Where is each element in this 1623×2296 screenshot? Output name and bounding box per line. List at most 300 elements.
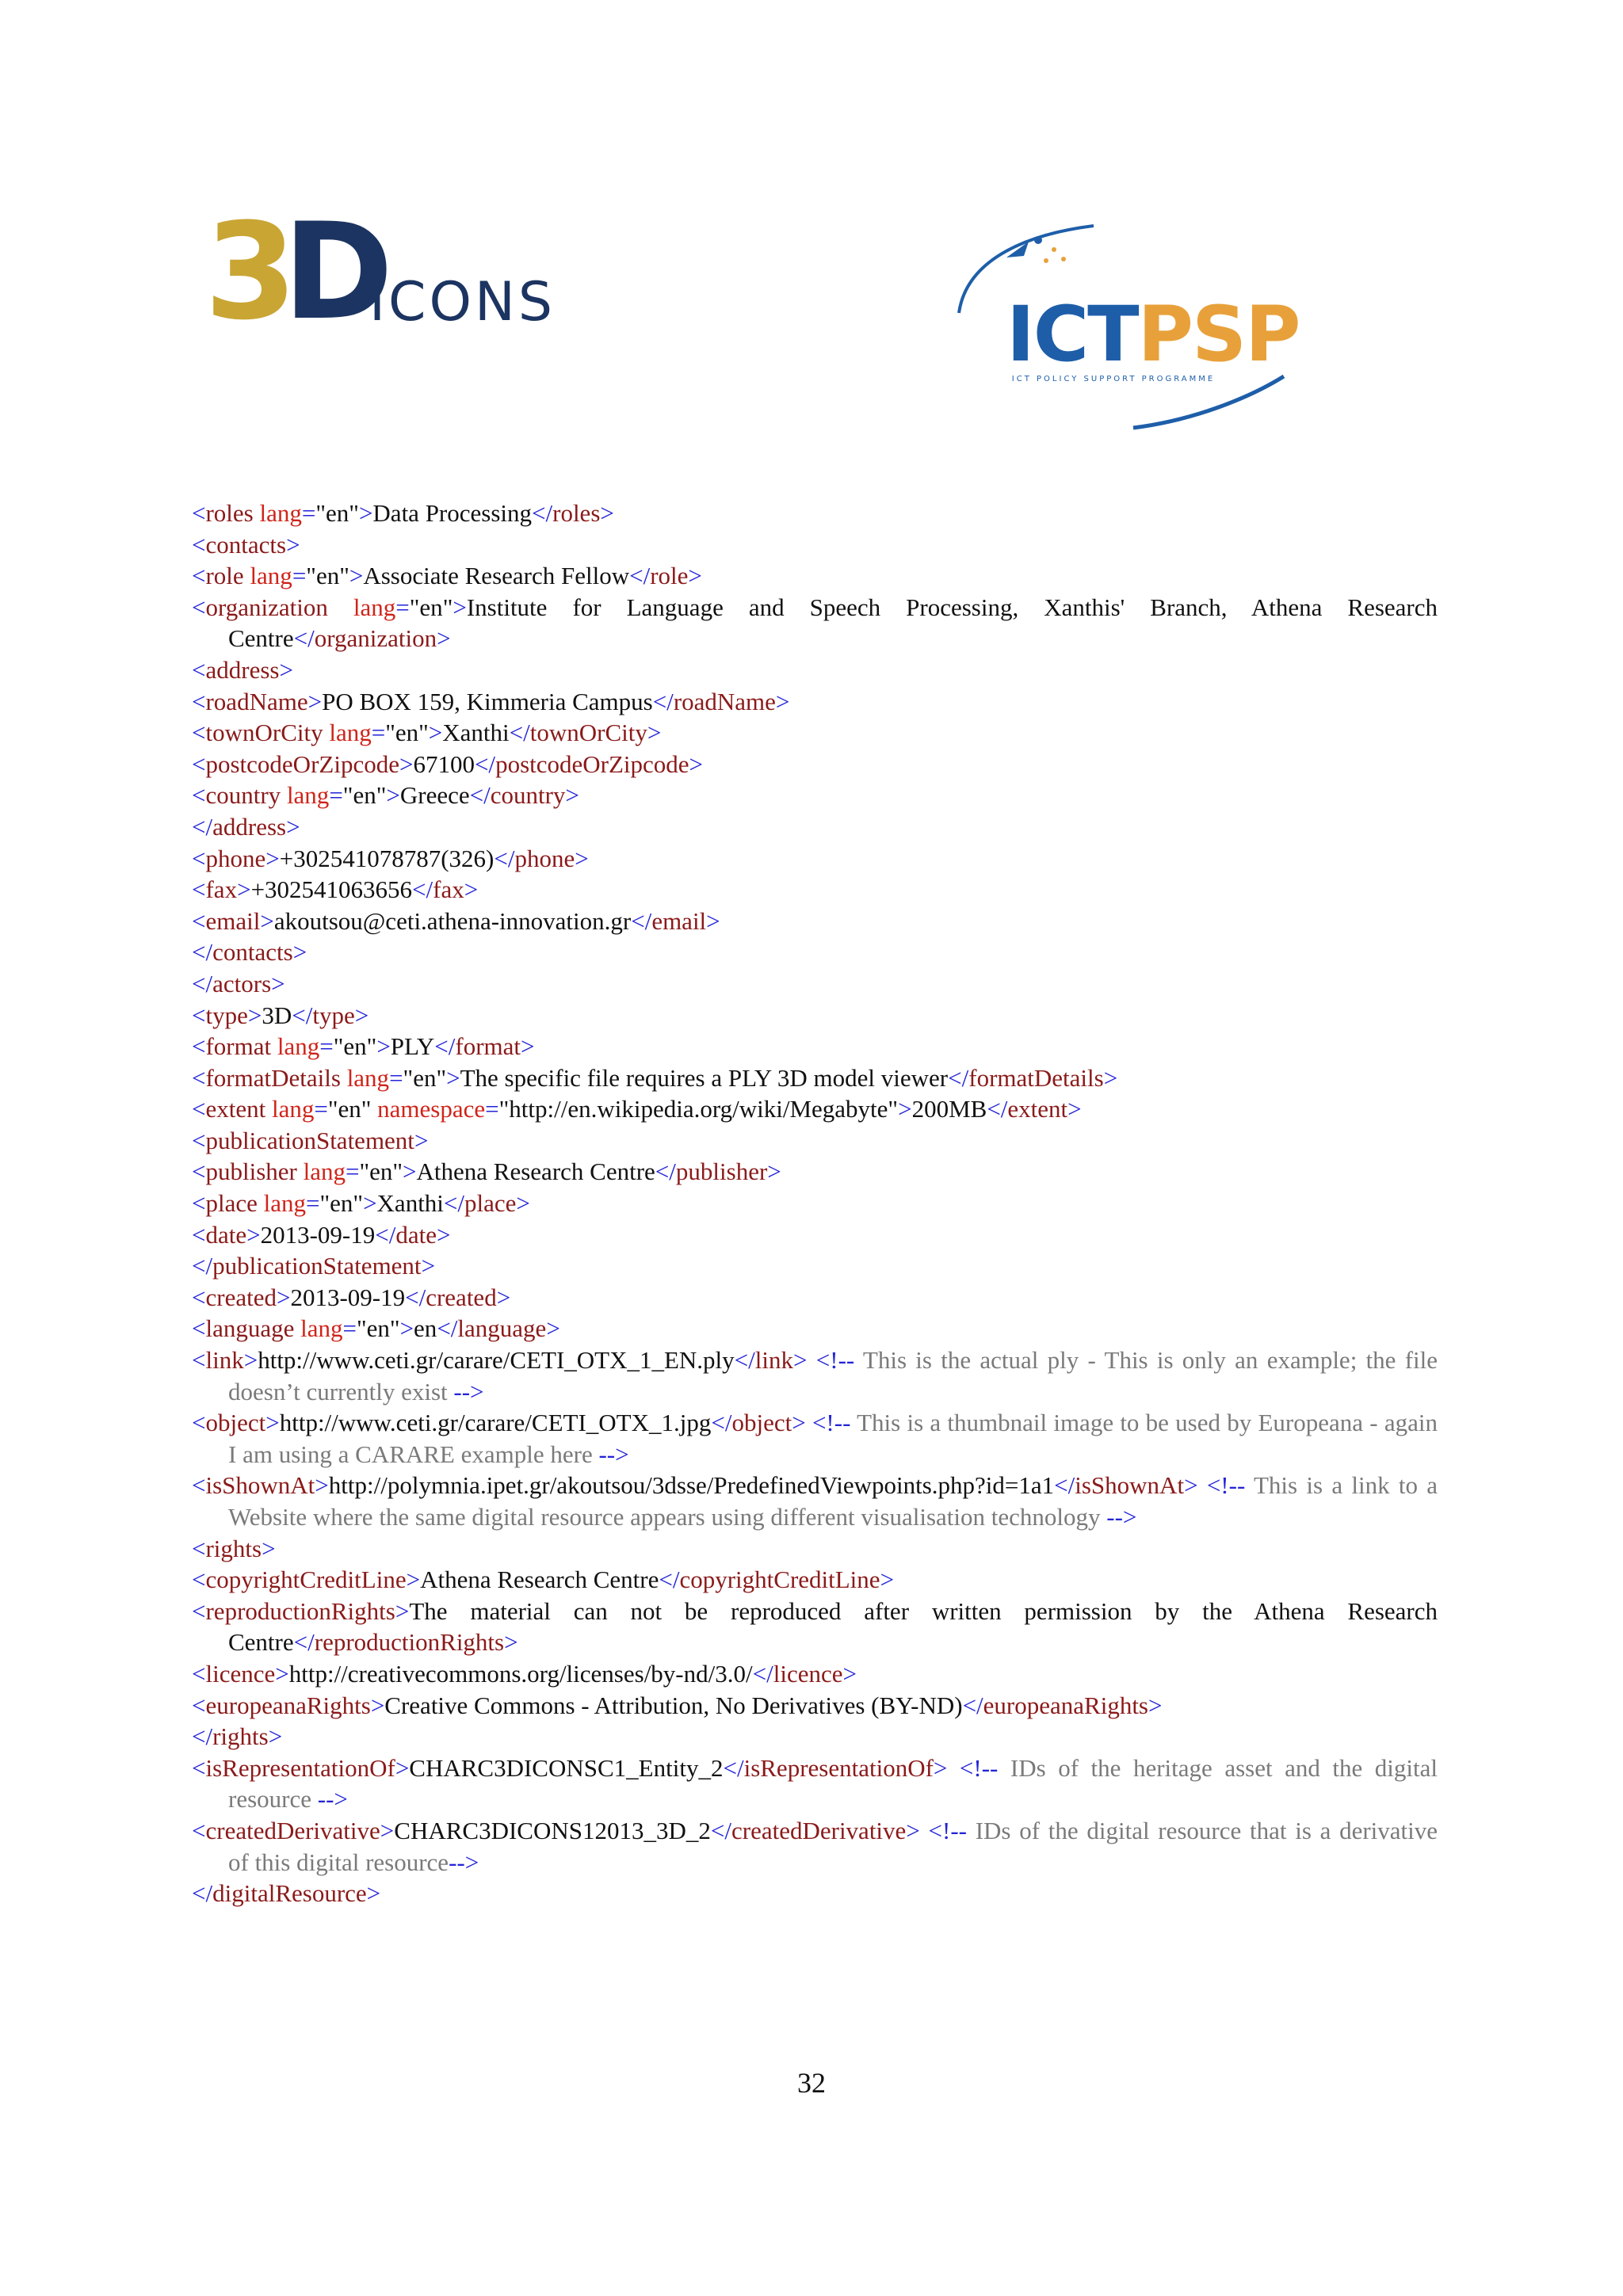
xml-comment-open: <!-- bbox=[928, 1816, 967, 1844]
xml-bracket: > bbox=[906, 1816, 920, 1844]
xml-bracket: > bbox=[453, 593, 467, 621]
xml-tag-name: contacts bbox=[205, 530, 287, 559]
xml-attr-value: en bbox=[326, 499, 349, 527]
xml-quote: " bbox=[353, 1189, 364, 1218]
xml-quote: " bbox=[418, 719, 429, 747]
xml-attr-name: lang bbox=[329, 719, 372, 747]
xml-bracket: > bbox=[243, 1346, 258, 1375]
xml-quote: " bbox=[333, 1032, 344, 1061]
xml-attr-value: en bbox=[330, 1189, 353, 1218]
xml-bracket: </ bbox=[437, 1314, 458, 1343]
xml-attr-name: lang bbox=[353, 593, 396, 621]
xml-tag-name: postcodeOrZipcode bbox=[205, 749, 399, 778]
xml-quote: " bbox=[498, 1095, 510, 1123]
xml-bracket: </ bbox=[723, 1753, 744, 1782]
xml-tag-name: townOrCity bbox=[529, 719, 647, 747]
xml-tag-name: role bbox=[205, 562, 244, 590]
xml-bracket: > bbox=[292, 938, 307, 967]
xml-bracket: < bbox=[192, 1816, 206, 1844]
xml-tag-name: extent bbox=[1007, 1095, 1068, 1123]
xml-equals: = bbox=[342, 1314, 357, 1343]
xml-line bbox=[192, 1878, 1438, 1909]
xml-bracket: </ bbox=[948, 1063, 969, 1092]
xml-line bbox=[192, 1690, 1438, 1722]
3d-mark bbox=[204, 194, 380, 349]
xml-line bbox=[192, 1219, 1438, 1251]
xml-tag-name: country bbox=[205, 781, 281, 810]
xml-bracket: < bbox=[192, 1126, 206, 1154]
xml-bracket: > bbox=[414, 1126, 429, 1154]
xml-bracket: > bbox=[767, 1158, 781, 1186]
xml-quote: " bbox=[356, 1314, 367, 1343]
xml-text: 200MB bbox=[911, 1095, 987, 1123]
xml-tag-name: copyrightCreditLine bbox=[679, 1566, 880, 1594]
xml-quote: " bbox=[349, 499, 359, 527]
xml-attr-value: en bbox=[353, 781, 376, 810]
xml-line bbox=[192, 811, 1438, 843]
xml-bracket: </ bbox=[532, 499, 553, 527]
xml-line bbox=[192, 936, 1438, 968]
xml-text: CHARC3DICONS12013_3D_2 bbox=[394, 1816, 711, 1844]
xml-bracket: > bbox=[358, 499, 373, 527]
xml-bracket: < bbox=[192, 1691, 206, 1719]
xml-line bbox=[192, 843, 1438, 875]
xml-bracket: < bbox=[192, 1471, 206, 1500]
xml-line bbox=[192, 1188, 1438, 1219]
xml-comment: IDs of the digital resource that is a derivative of this digital resource bbox=[228, 1816, 1438, 1876]
xml-bracket: </ bbox=[412, 875, 433, 904]
xml-tag-name: formatDetails bbox=[968, 1063, 1104, 1092]
xml-bracket: > bbox=[366, 1879, 381, 1908]
xml-line bbox=[192, 1658, 1438, 1690]
xml-bracket: < bbox=[192, 1753, 206, 1782]
xml-tag-name: organization bbox=[314, 624, 437, 653]
xml-tag-name: date bbox=[395, 1220, 437, 1249]
xml-bracket: > bbox=[276, 1283, 291, 1311]
xml-bracket: </ bbox=[443, 1189, 465, 1218]
xml-text: The material can not be reproduced after written permission by the Athena Research Centre bbox=[228, 1596, 1438, 1657]
xml-bracket: < bbox=[192, 1659, 206, 1688]
3dicons-logo bbox=[204, 194, 569, 349]
xml-text: PLY bbox=[390, 1032, 435, 1061]
xml-tag-name: publisher bbox=[205, 1158, 297, 1186]
xml-bracket: < bbox=[192, 1409, 206, 1437]
xml-attr-name: lang bbox=[286, 781, 330, 810]
xml-attr-value: en bbox=[366, 1314, 390, 1343]
xml-bracket: > bbox=[446, 1063, 460, 1092]
xml-bracket: </ bbox=[434, 1032, 456, 1061]
xml-attr-name: namespace bbox=[377, 1095, 486, 1123]
xml-bracket: > bbox=[363, 1189, 377, 1218]
xml-text: http://creativecommons.org/licenses/by-nd/3.0/ bbox=[288, 1659, 753, 1688]
xml-tag-name: type bbox=[312, 1001, 355, 1029]
xml-quote: " bbox=[436, 1063, 447, 1092]
xml-tag-name: phone bbox=[205, 844, 266, 872]
xml-tag-name: licence bbox=[205, 1659, 276, 1688]
xml-comment: This is a link to a Website where the same digital resource appears using different visualisation technology bbox=[228, 1471, 1438, 1531]
xml-text: The specific file requires a PLY 3D model viewer bbox=[460, 1063, 949, 1092]
xml-line bbox=[192, 1031, 1438, 1062]
xml-bracket: </ bbox=[734, 1346, 755, 1375]
xml-attr-name: lang bbox=[346, 1063, 390, 1092]
xml-tag-name: object bbox=[205, 1409, 266, 1437]
xml-bracket: </ bbox=[987, 1095, 1008, 1123]
xml-bracket: </ bbox=[192, 1722, 213, 1751]
xml-bracket: < bbox=[192, 1534, 206, 1562]
xml-equals: = bbox=[329, 781, 343, 810]
xml-bracket: < bbox=[192, 781, 206, 810]
xml-tag-name: europeanaRights bbox=[205, 1691, 371, 1719]
xml-bracket: < bbox=[192, 1095, 206, 1123]
xml-line bbox=[192, 654, 1438, 686]
xml-text: Xanthi bbox=[376, 1189, 444, 1218]
xml-line bbox=[192, 1533, 1438, 1565]
xml-text: Athena Research Centre bbox=[416, 1158, 655, 1186]
xml-bracket: </ bbox=[629, 562, 651, 590]
xml-attr-name: lang bbox=[300, 1314, 343, 1343]
xml-equals: = bbox=[345, 1158, 360, 1186]
xml-text: +302541078787(326) bbox=[279, 844, 495, 872]
xml-bracket: </ bbox=[752, 1659, 773, 1688]
xml-bracket: > bbox=[464, 875, 479, 904]
xml-quote: " bbox=[888, 1095, 899, 1123]
xml-bracket: < bbox=[192, 687, 206, 715]
xml-tag-name: role bbox=[650, 562, 689, 590]
xml-bracket: > bbox=[1103, 1063, 1118, 1092]
xml-text: Creative Commons - Attribution, No Derivatives (BY-ND) bbox=[384, 1691, 963, 1719]
xml-quote: " bbox=[409, 593, 420, 621]
xml-tag-name: formatDetails bbox=[205, 1063, 341, 1092]
xml-bracket: > bbox=[504, 1628, 518, 1657]
xml-bracket: > bbox=[428, 719, 443, 747]
xml-text: Institute for Language and Speech Processing, Xanthis' Branch, Athena Research Centre bbox=[228, 593, 1438, 653]
xml-line bbox=[192, 717, 1438, 749]
xml-tag-name: isShownAt bbox=[205, 1471, 315, 1500]
xml-attr-value: en bbox=[413, 1063, 437, 1092]
xml-bracket: < bbox=[192, 530, 206, 559]
xml-tag-name: copyrightCreditLine bbox=[205, 1566, 407, 1594]
xml-bracket: </ bbox=[293, 1628, 315, 1657]
xml-bracket: < bbox=[192, 1001, 206, 1029]
xml-bracket: > bbox=[706, 906, 720, 935]
xml-bracket: </ bbox=[469, 781, 491, 810]
xml-tag-name: rights bbox=[212, 1722, 269, 1751]
xml-line bbox=[192, 1313, 1438, 1344]
xml-line bbox=[192, 1596, 1438, 1658]
xml-tag-name: createdDerivative bbox=[205, 1816, 380, 1844]
xml-tag-name: townOrCity bbox=[205, 719, 323, 747]
xml-comment-open: <!-- bbox=[815, 1346, 855, 1375]
xml-bracket: > bbox=[575, 844, 589, 872]
xml-comment-open: <!-- bbox=[812, 1409, 851, 1437]
xml-line bbox=[192, 749, 1438, 780]
xml-bracket: > bbox=[565, 781, 579, 810]
xml-bracket: > bbox=[370, 1691, 385, 1719]
xml-tag-name: date bbox=[205, 1220, 247, 1249]
xml-equals: = bbox=[389, 1063, 403, 1092]
xml-line bbox=[192, 1062, 1438, 1094]
xml-bracket: > bbox=[399, 749, 414, 778]
xml-bracket: > bbox=[265, 1409, 280, 1437]
xml-comment: This is a thumbnail image to be used by Europeana - again I am using a CARARE example here bbox=[228, 1409, 1438, 1468]
xml-bracket: > bbox=[376, 1032, 391, 1061]
xml-tag-name: type bbox=[205, 1001, 248, 1029]
xml-bracket: </ bbox=[192, 1252, 213, 1280]
xml-bracket: > bbox=[842, 1659, 857, 1688]
xml-bracket: > bbox=[354, 1001, 369, 1029]
xml-quote: " bbox=[342, 781, 353, 810]
xml-text: akoutsou@ceti.athena-innovation.gr bbox=[273, 906, 632, 935]
xml-line bbox=[192, 560, 1438, 592]
xml-text: http://www.ceti.gr/carare/CETI_OTX_1.jpg bbox=[279, 1409, 712, 1437]
xml-bracket: > bbox=[279, 655, 293, 684]
xml-bracket: </ bbox=[631, 906, 652, 935]
xml-equals: = bbox=[319, 1032, 334, 1061]
xml-tag-name: contacts bbox=[212, 938, 293, 967]
xml-bracket: < bbox=[192, 749, 206, 778]
xml-equals: = bbox=[292, 562, 307, 590]
xml-bracket: > bbox=[688, 562, 702, 590]
ictpsp-subtitle: ICT POLICY SUPPORT PROGRAMME bbox=[1011, 375, 1216, 383]
xml-quote: " bbox=[389, 1314, 400, 1343]
xml-tag-name: roadName bbox=[673, 687, 776, 715]
xml-equals: = bbox=[485, 1095, 499, 1123]
xml-text: 3D bbox=[262, 1001, 292, 1029]
xml-line bbox=[192, 1282, 1438, 1314]
xml-bracket: > bbox=[265, 844, 280, 872]
xml-bracket: > bbox=[275, 1659, 289, 1688]
xml-tag-name: isRepresentationOf bbox=[743, 1753, 934, 1782]
xml-bracket: < bbox=[192, 1283, 206, 1311]
xml-tag-name: link bbox=[754, 1346, 794, 1375]
xml-quote: " bbox=[403, 1063, 414, 1092]
xml-tag-name: fax bbox=[433, 875, 464, 904]
xml-text: http://www.ceti.gr/carare/CETI_OTX_1_EN.ply bbox=[258, 1346, 735, 1375]
xml-bracket: < bbox=[192, 1032, 206, 1061]
xml-quote: " bbox=[315, 499, 327, 527]
xml-tag-name: country bbox=[490, 781, 566, 810]
xml-bracket: > bbox=[496, 1283, 511, 1311]
xml-line bbox=[192, 874, 1438, 906]
xml-bracket: > bbox=[271, 969, 285, 997]
xml-bracket: < bbox=[192, 1346, 206, 1375]
xml-attr-name: lang bbox=[263, 1189, 306, 1218]
xml-bracket: > bbox=[437, 1220, 451, 1249]
ictpsp-logo bbox=[935, 210, 1300, 456]
xml-attr-value: en bbox=[369, 1158, 393, 1186]
xml-comment-open: <!-- bbox=[959, 1753, 999, 1782]
xml-bracket: > bbox=[546, 1314, 560, 1343]
xml-equals: = bbox=[301, 499, 316, 527]
xml-bracket: </ bbox=[474, 749, 496, 778]
xml-bracket: > bbox=[395, 1596, 410, 1625]
xml-bracket: > bbox=[516, 1189, 530, 1218]
xml-bracket: > bbox=[775, 687, 790, 715]
page-number: 32 bbox=[797, 2067, 826, 2099]
xml-tag-name: fax bbox=[205, 875, 238, 904]
xml-bracket: </ bbox=[292, 1001, 313, 1029]
xml-comment-close: --> bbox=[453, 1377, 484, 1405]
xml-equals: = bbox=[371, 719, 386, 747]
xml-bracket: > bbox=[386, 781, 400, 810]
xml-tag-name: organization bbox=[205, 593, 328, 621]
xml-tag-name: extent bbox=[205, 1095, 266, 1123]
xml-line bbox=[192, 1156, 1438, 1188]
xml-attr-name: lang bbox=[303, 1158, 346, 1186]
xml-bracket: < bbox=[192, 655, 206, 684]
xml-bracket: > bbox=[1148, 1691, 1163, 1719]
xml-bracket: > bbox=[395, 1753, 410, 1782]
icons-wordmark: ICONS bbox=[369, 271, 556, 334]
xml-attr-value: en bbox=[419, 593, 443, 621]
xml-equals: = bbox=[314, 1095, 328, 1123]
xml-line bbox=[192, 780, 1438, 811]
xml-tag-name: place bbox=[464, 1189, 517, 1218]
xml-bracket: > bbox=[399, 1314, 414, 1343]
xml-tag-name: createdDerivative bbox=[731, 1816, 907, 1844]
xml-quote: " bbox=[442, 593, 453, 621]
xml-bracket: </ bbox=[710, 1816, 731, 1844]
xml-bracket: </ bbox=[509, 719, 530, 747]
xml-comment: This is the actual ply - This is only an example; the file doesn’t currently exist bbox=[228, 1346, 1438, 1405]
xml-tag-name: rights bbox=[205, 1534, 262, 1562]
xml-attr-value: http://en.wikipedia.org/wiki/Megabyte bbox=[509, 1095, 888, 1123]
xml-line bbox=[192, 1407, 1438, 1470]
xml-text: en bbox=[414, 1314, 437, 1343]
xml-quote: " bbox=[376, 781, 387, 810]
xml-tag-name: reproductionRights bbox=[205, 1596, 395, 1625]
xml-bracket: > bbox=[421, 1252, 436, 1280]
xml-line bbox=[192, 1815, 1438, 1878]
xml-text: Athena Research Centre bbox=[420, 1566, 659, 1594]
xml-line bbox=[192, 1125, 1438, 1157]
xml-tag-name: language bbox=[457, 1314, 547, 1343]
xml-tag-name: format bbox=[205, 1032, 272, 1061]
xml-text: Data Processing bbox=[372, 499, 533, 527]
xml-text: 2013-09-19 bbox=[260, 1220, 376, 1249]
xml-text: +302541063656 bbox=[250, 875, 413, 904]
xml-bracket: > bbox=[246, 1220, 261, 1249]
xml-bracket: < bbox=[192, 844, 206, 872]
xml-bracket: > bbox=[1067, 1095, 1082, 1123]
xml-comment: IDs of the heritage asset and the digital resource bbox=[228, 1753, 1438, 1814]
xml-bracket: </ bbox=[1054, 1471, 1075, 1500]
xml-equals: = bbox=[395, 593, 410, 621]
xml-tag-name: roles bbox=[552, 499, 601, 527]
xml-bracket: </ bbox=[962, 1691, 983, 1719]
xml-bracket: </ bbox=[375, 1220, 396, 1249]
xml-tag-name: reproductionRights bbox=[314, 1628, 505, 1657]
xml-line bbox=[192, 1000, 1438, 1032]
xml-quote: " bbox=[366, 1032, 377, 1061]
xml-bracket: </ bbox=[405, 1283, 426, 1311]
xml-quote: " bbox=[306, 562, 316, 590]
xml-bracket: < bbox=[192, 1596, 206, 1625]
xml-quote: " bbox=[392, 1158, 403, 1186]
xml-attr-value: en bbox=[338, 1095, 361, 1123]
xml-bracket: < bbox=[192, 562, 206, 590]
xml-bracket: </ bbox=[655, 1158, 676, 1186]
xml-bracket: > bbox=[262, 1534, 276, 1562]
xml-tag-name: place bbox=[205, 1189, 258, 1218]
xml-line bbox=[192, 1753, 1438, 1815]
xml-bracket: > bbox=[247, 1001, 262, 1029]
xml-bracket: > bbox=[380, 1816, 395, 1844]
xml-bracket: </ bbox=[192, 812, 213, 841]
xml-bracket: > bbox=[600, 499, 614, 527]
xml-line bbox=[192, 529, 1438, 561]
xml-bracket: < bbox=[192, 593, 206, 621]
xml-tag-name: actors bbox=[212, 969, 272, 997]
xml-quote: " bbox=[319, 1189, 330, 1218]
xml-bracket: > bbox=[349, 562, 364, 590]
xml-tag-name: publicationStatement bbox=[212, 1252, 422, 1280]
xml-bracket: < bbox=[192, 1314, 206, 1343]
xml-line bbox=[192, 1721, 1438, 1753]
xml-text: Associate Research Fellow bbox=[363, 562, 630, 590]
xml-tag-name: created bbox=[205, 1283, 277, 1311]
xml-bracket: > bbox=[521, 1032, 535, 1061]
xml-equals: = bbox=[306, 1189, 320, 1218]
xml-line bbox=[192, 906, 1438, 937]
xml-quote: " bbox=[339, 562, 349, 590]
xml-bracket: > bbox=[647, 719, 662, 747]
xml-line bbox=[192, 1250, 1438, 1282]
xml-bracket: > bbox=[315, 1471, 329, 1500]
xml-bracket: </ bbox=[192, 1879, 213, 1908]
xml-bracket: > bbox=[898, 1095, 912, 1123]
xml-bracket: > bbox=[260, 906, 274, 935]
xml-tag-name: licence bbox=[773, 1659, 843, 1688]
xml-text: CHARC3DICONSC1_Entity_2 bbox=[409, 1753, 724, 1782]
xml-tag-name: address bbox=[212, 812, 287, 841]
xml-text: http://polymnia.ipet.gr/akoutsou/3dsse/PredefinedViewpoints.php?id=1a1 bbox=[328, 1471, 1055, 1500]
xml-bracket: > bbox=[307, 687, 323, 715]
xml-comment-open: <!-- bbox=[1206, 1471, 1246, 1500]
xml-tag-name: europeanaRights bbox=[983, 1691, 1148, 1719]
xml-quote: " bbox=[359, 1158, 370, 1186]
xml-attr-value: en bbox=[343, 1032, 367, 1061]
xml-attr-value: en bbox=[395, 719, 419, 747]
xml-attr-name: lang bbox=[271, 1095, 315, 1123]
xml-line bbox=[192, 1093, 1438, 1125]
xml-tag-name: email bbox=[651, 906, 707, 935]
xml-tag-name: isRepresentationOf bbox=[205, 1753, 395, 1782]
3d-mark-digit: 3 bbox=[204, 194, 283, 349]
xml-bracket: > bbox=[237, 875, 251, 904]
xml-tag-name: postcodeOrZipcode bbox=[495, 749, 689, 778]
xml-tag-name: language bbox=[205, 1314, 295, 1343]
xml-quote: " bbox=[327, 1095, 338, 1123]
xml-quote: " bbox=[385, 719, 395, 747]
xml-tag-name: address bbox=[205, 655, 280, 684]
xml-bracket: > bbox=[689, 749, 704, 778]
xml-bracket: > bbox=[933, 1753, 948, 1782]
xml-text: PO BOX 159, Kimmeria Campus bbox=[322, 687, 653, 715]
xml-tag-name: publisher bbox=[675, 1158, 768, 1186]
xml-bracket: > bbox=[403, 1158, 417, 1186]
xml-line bbox=[192, 1344, 1438, 1407]
xml-line bbox=[192, 1564, 1438, 1596]
xml-bracket: < bbox=[192, 1566, 206, 1594]
xml-bracket: < bbox=[192, 1220, 206, 1249]
xml-comment-close: --> bbox=[598, 1440, 629, 1468]
xml-tag-name: roles bbox=[205, 499, 254, 527]
xml-text: 2013-09-19 bbox=[290, 1283, 406, 1311]
xml-tag-name: phone bbox=[514, 844, 575, 872]
xml-line bbox=[192, 498, 1438, 529]
xml-text: Xanthi bbox=[442, 719, 510, 747]
